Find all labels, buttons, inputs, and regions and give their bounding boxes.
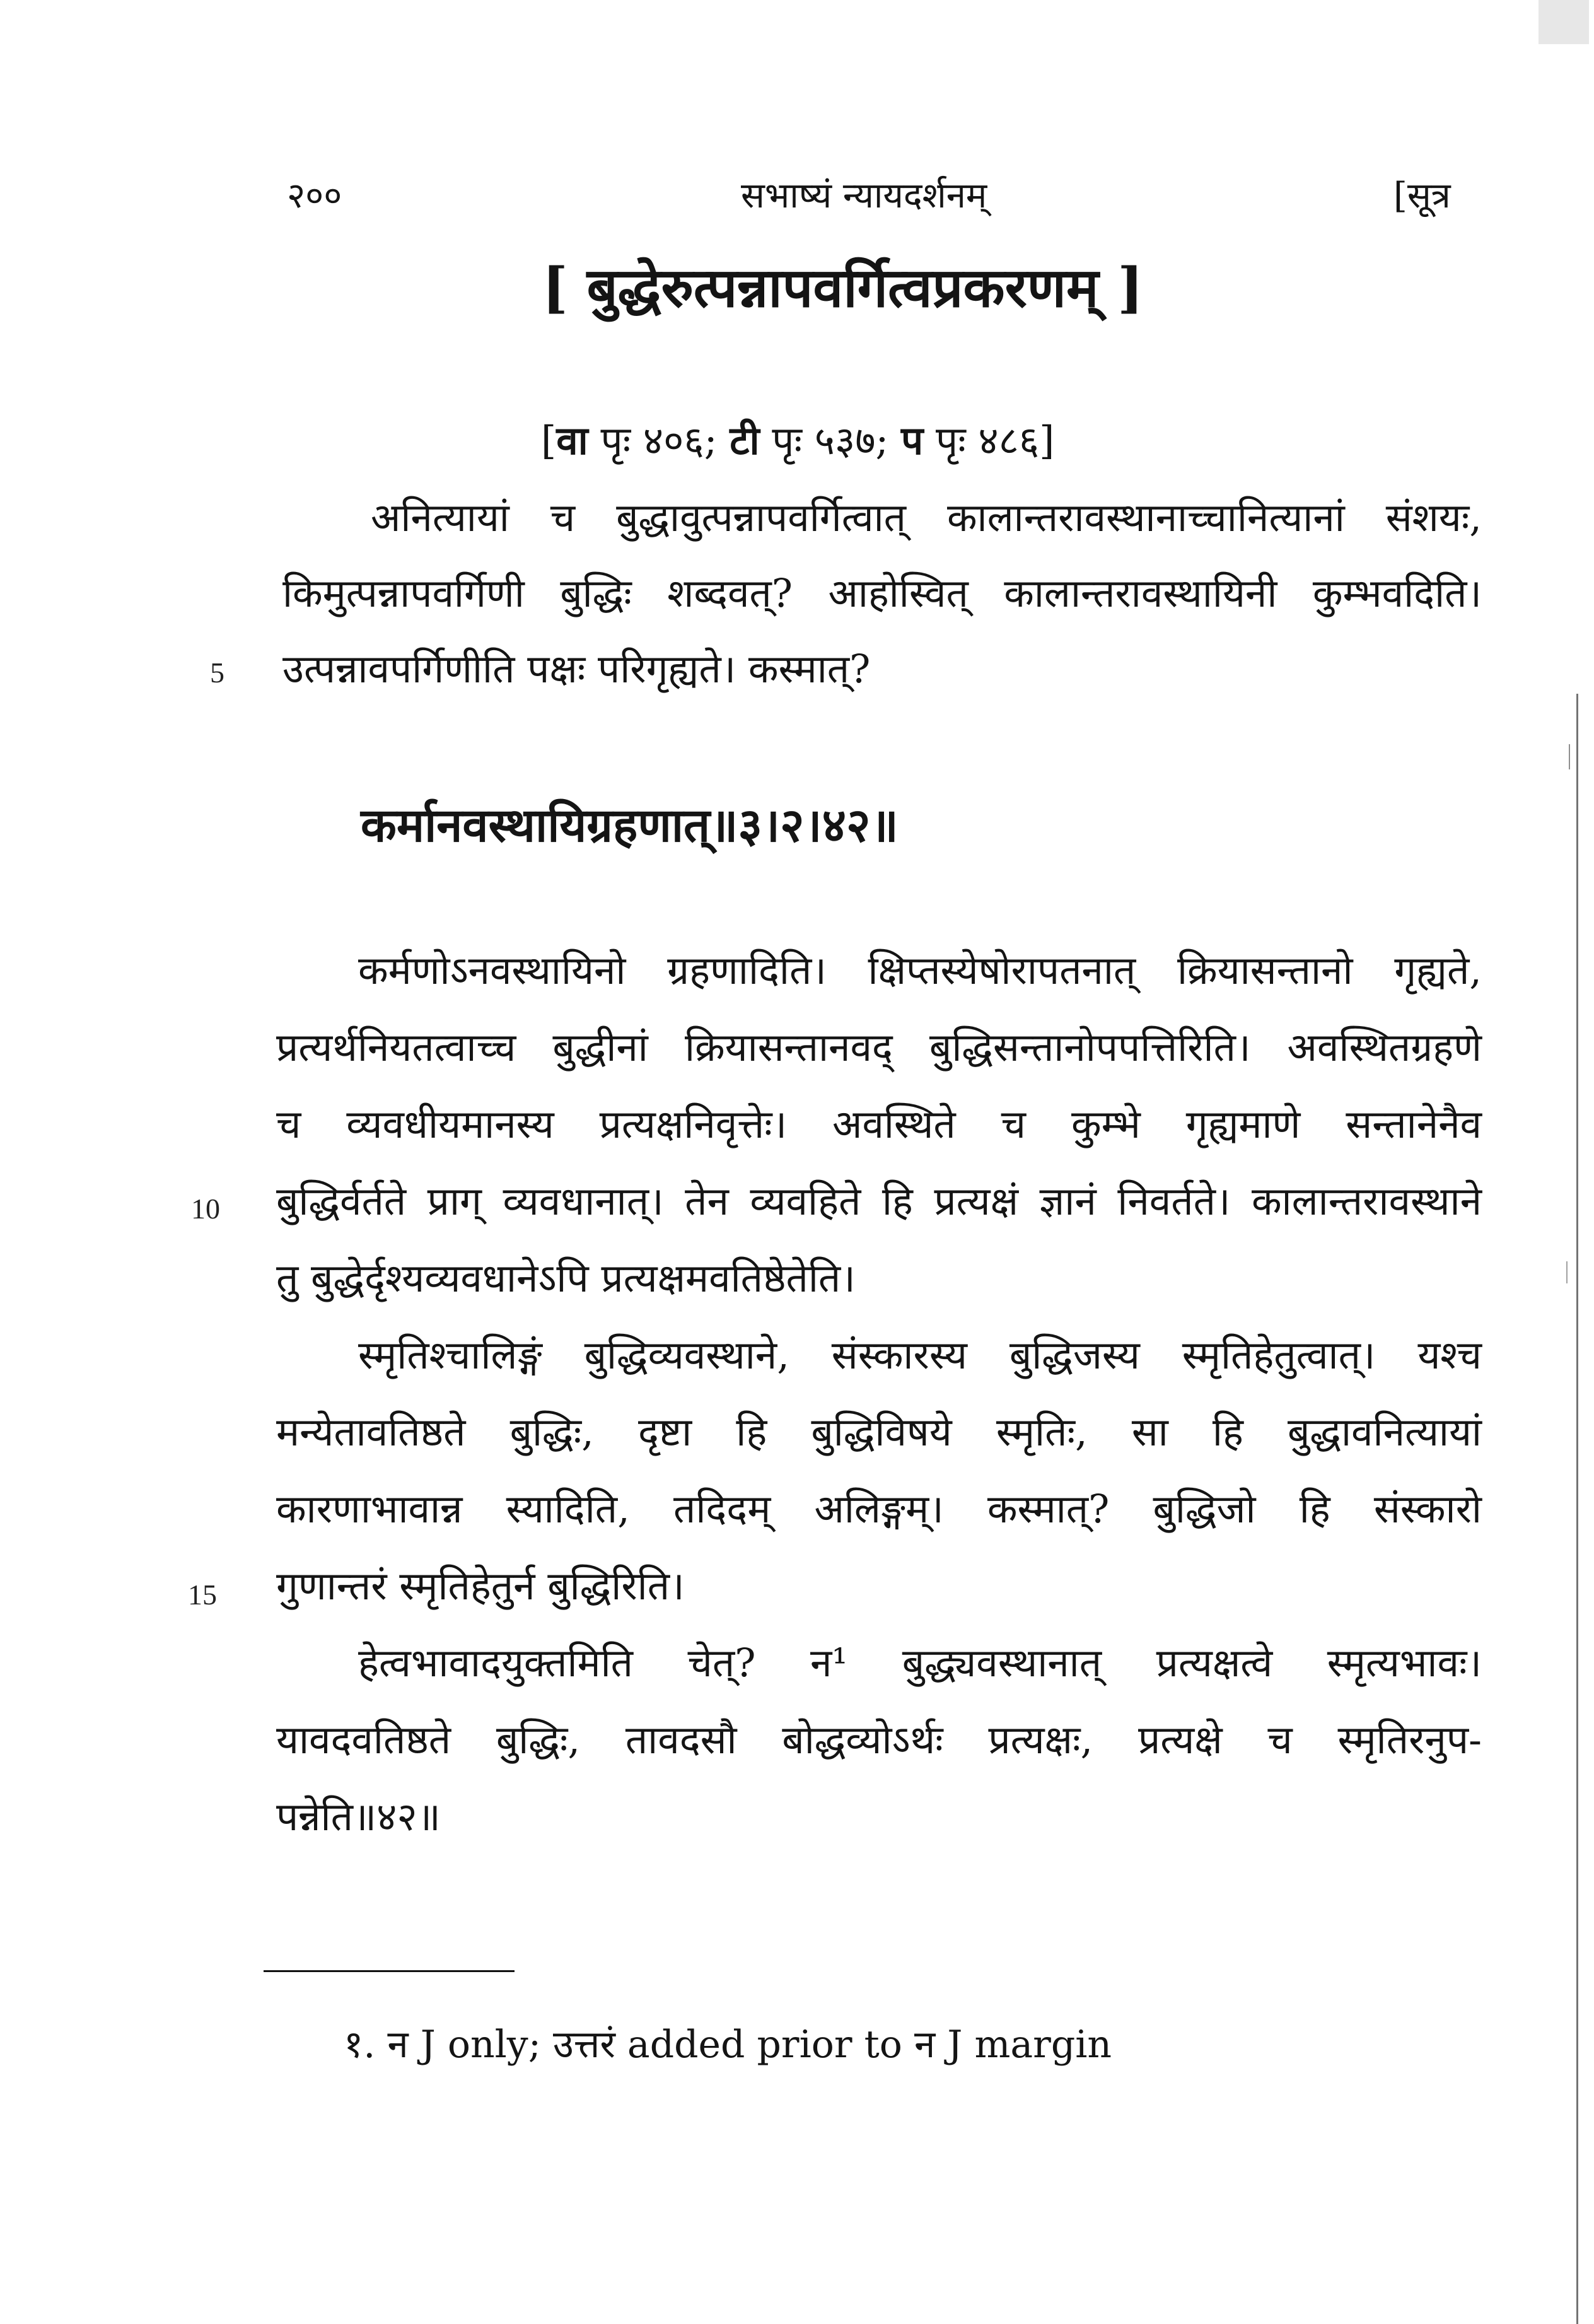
section-heading: [ बुद्धेरुत्पन्नापवर्गित्वप्रकरणम् ] xyxy=(542,256,1144,320)
running-section-label: [सूत्र xyxy=(1393,175,1451,216)
commentary-line: तु बुद्धेर्दृश्यव्यवधानेऽपि प्रत्यक्षमवतिष्ठेतेति। xyxy=(276,1255,856,1301)
commentary-line: स्मृतिश्चालिङ्गं बुद्धिव्यवस्थाने, संस्कारस्य बुद्धिजस्य स्मृतिहेतुत्वात्। यश्च xyxy=(358,1332,1482,1378)
reference-open-bracket: [ xyxy=(541,418,557,464)
page-number: २०० xyxy=(287,175,342,216)
commentary-line: यावदवतिष्ठते बुद्धिः, तावदसौ बोद्धव्योऽर्थः प्रत्यक्षः, प्रत्यक्षे च स्मृतिरनुप- xyxy=(276,1717,1482,1763)
commentary-line: कर्मणोऽनवस्थायिनो ग्रहणादिति। क्षिप्तस्येषोरापतनात् क्रियासन्तानो गृह्यते, xyxy=(358,947,1482,993)
scan-edge-line xyxy=(1576,694,1578,2324)
line-number: 5 xyxy=(210,657,224,689)
commentary-line: पन्नेति॥४२॥ xyxy=(276,1794,441,1840)
sutra-text: कर्मानवस्थायिग्रहणात्॥३।२।४२॥ xyxy=(361,798,899,853)
commentary-line: गुणान्तरं स्मृतिहेतुर्न बुद्धिरिति। xyxy=(276,1563,685,1609)
footnote-rule xyxy=(264,1970,515,1972)
reference-va-value: पृः ४०६; xyxy=(600,418,718,464)
intro-line: उत्पन्नावपर्गिणीति पक्षः परिगृह्यते। कस्मात्? xyxy=(282,646,871,692)
line-number: 10 xyxy=(191,1193,220,1225)
reference-va-label: वा xyxy=(556,418,588,464)
reference-line xyxy=(541,413,1054,466)
reference-pa-value: पृः ४८६ xyxy=(935,418,1040,464)
scan-edge-mark xyxy=(1569,744,1570,769)
scan-corner-noise xyxy=(1539,0,1589,44)
scan-edge-mark xyxy=(1566,1261,1568,1283)
line-number: 15 xyxy=(188,1579,217,1611)
intro-line: किमुत्पन्नापवर्गिणी बुद्धिः शब्दवत्? आहोस्वित् कालान्तरावस्थायिनी कुम्भवदिति। xyxy=(282,570,1482,616)
running-title: सभाष्यं न्यायदर्शनम् xyxy=(741,175,987,216)
commentary-line: कारणाभावान्न स्यादिति, तदिदम् अलिङ्गम्। कस्मात्? बुद्धिजो हि संस्कारो xyxy=(276,1486,1482,1532)
commentary-line: बुद्धिर्वर्तते प्राग् व्यवधानात्। तेन व्यवहिते हि प्रत्यक्षं ज्ञानं निवर्तते। कालान्तरावस्थाने xyxy=(276,1178,1482,1224)
reference-ti-label: टी xyxy=(730,418,760,464)
reference-close-bracket: ] xyxy=(1039,418,1055,464)
commentary-line: हेत्वभावादयुक्तमिति चेत्? न¹ बुद्ध्यवस्थानात् प्रत्यक्षत्वे स्मृत्यभावः। xyxy=(358,1640,1482,1686)
commentary-line: च व्यवधीयमानस्य प्रत्यक्षनिवृत्तेः। अवस्थिते च कुम्भे गृह्यमाणे सन्तानेनैव xyxy=(276,1101,1482,1147)
reference-pa-label: प xyxy=(901,418,924,464)
footnote-text: १. न J only; उत्तरं added prior to न J margin xyxy=(344,2023,1112,2067)
intro-line: अनित्यायां च बुद्धावुत्पन्नापवर्गित्वात् कालान्तरावस्थानाच्चानित्यानां संशयः, xyxy=(371,494,1482,540)
reference-ti-value: पृः ५३७; xyxy=(772,418,889,464)
commentary-line: मन्येतावतिष्ठते बुद्धिः, दृष्टा हि बुद्धिविषये स्मृतिः, सा हि बुद्धावनित्यायां xyxy=(276,1409,1482,1455)
commentary-line: प्रत्यर्थनियतत्वाच्च बुद्धीनां क्रियासन्तानवद् बुद्धिसन्तानोपपत्तिरिति। अवस्थितग्रहणे xyxy=(276,1024,1482,1070)
